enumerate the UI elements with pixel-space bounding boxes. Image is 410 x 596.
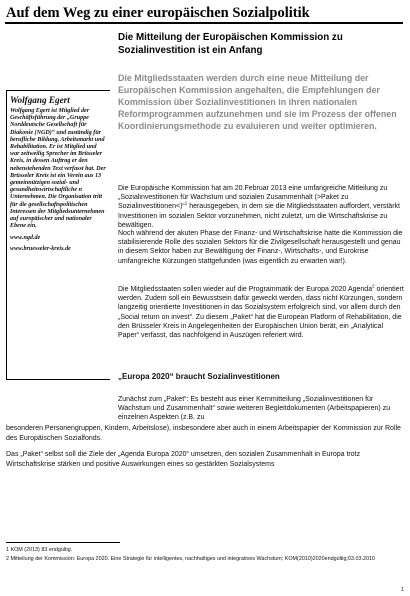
footnote-divider (6, 542, 120, 543)
ngd-link[interactable]: www.ngd.de (10, 235, 41, 242)
paragraph-1-text-a: Die Europäische Kommission hat am 20.Februar 2013 eine umfangreiche Mitteilung zu „Sozialinvestitionen für Wachstum und sozialen Zusammenhalt (>Paket zu Sozialinvestitionen<)“ (118, 185, 388, 211)
author-bio: Wolfgang Egert ist Mitglied der Geschäftsführung der „Gruppe Norddeutsche Gesellschaft für Diakonie (NGD)“ und zuständig für berufliche Bildung, Arbeitsmarkt und Rehabilitation. Er ist Mitglied und war zeitweilig Sprecher im Brüsseler Kreis, in dessen Auftrag er den nebenstehenden Text verfasst hat. Der Brüsseler Kreis ist ein Verein aus 13 gemeinnützigen sozial- und gesundheitswirtschaftliche n Unternehmen. Die Organisation tritt für die gesellschaftspolitischen Interessen der Mitgliedsunternehmen auf europäischer und nationaler Ebene ein. (10, 108, 106, 230)
paragraph-4-continued: besonderen Personengruppen, Kindern, Arbeitslose), insbesondere aber auch in einem Arbeitspapier der Kommission zur Rolle des Europäischen Sozialfonds. (6, 425, 401, 442)
paragraph-3-text-a: Die Mitgliedsstaaten sollen wieder auf die Programmatik der Europa 2020 Agenda (118, 286, 373, 293)
article-title: Die Mitteilung der Europäischen Kommission zu Sozialinvestition ist ein Anfang (118, 32, 343, 56)
paragraph-3 (118, 285, 404, 340)
section-heading: „Europa 2020“ braucht Sozialinvestitionen (118, 372, 280, 381)
page-title: Auf dem Weg zu einer europäischen Sozialpolitik (6, 5, 310, 21)
footnote-ref-2[interactable]: 2 (372, 283, 375, 289)
paragraph-5: Das „Paket“ selbst soll die Ziele der „Agenda Europa 2020“ umsetzen, den sozialen Zusammenhalt in Europa trotz Wirtschaftskrise stärken und positive Auswirkungen eines so gestärkten Sozialsystems (6, 451, 361, 468)
bruesseler-kreis-link[interactable]: www.bruesseler-kreis.de (10, 246, 71, 253)
page-number: 1 (400, 587, 404, 593)
footnote-1: 1 KOM (2013) 83 endgültig. (6, 547, 73, 553)
paragraph-2: Noch während der akuten Phase der Finanz- und Wirtschaftskrise hatte die Kommission die stabilisierende Rolle des sozialen Sektors für die Zivilgesellschaft herausgestellt und genau in diesem Sektor haben zur Bewältigung der Finanz-, Wirtschafts-, und Eurokrise umfangreiche Kürzungen stattgefunden (was eigentlich zu erwarten war!). (118, 230, 403, 265)
paragraph-1-text-b: herausgegeben, in dem sie die Mitgliedsstaaten auffordert, verstärkt Investitionen im sozialen Sektor vorzunehmen, nicht zuletzt, um die Wirtschaftskrise zu bewältigen. (118, 203, 400, 229)
title-divider (5, 22, 403, 24)
paragraph-4-start: Zunächst zum „Paket“: Es besteht aus einer Kernmitteilung „Sozialinvestitionen für Wachstum und Zusammenhalt“ sowie weiteren Begleitdokumenten (Arbeitspapieren) zu einzelnen Aspekten (z.B. zu (118, 396, 391, 422)
paragraph-1 (118, 184, 404, 230)
footnote-ref-1[interactable]: 1 (184, 201, 188, 207)
author-name: Wolfgang Egert (10, 95, 70, 105)
author-sidebar (6, 90, 110, 380)
paragraph-3-text-b: orientiert werden. Zudem soll ein Bewusstsein dafür geweckt werden, dass nicht Kürzungen, sondern langzeitig orientierte Investitionen in das Sozialsystem erfolgreich sind, vor allem durch den „Social return on invest“. Zu diesem „Paket“ hat die European Platform of Rehabilitation, die den Brüsseler Kreis in Angelegenheiten der Europäischen Union berät, ein „Analytical Paper“ verfasst, das nachfolgend in Auszügen referiert wird. (118, 286, 404, 340)
footnote-2: 2 Mitteilung der Kommission: Europa 2020. Eine Strategie für intelligentes, nachhaltiges und integratives Wachstum; KOM(2010)2020endgültig;03.03.2010 (6, 556, 375, 562)
lead-paragraph: Die Mitgliedsstaaten werden durch eine neue Mitteilung der Europäischen Kommission angehalten, die Empfehlungen der Kommission über Sozialinvestitionen in ihren nationalen Reformprogrammen aufzunehmen und sie im Prozess der offenen Koordinierungsmethode zu evaluieren und weiter optimieren. (118, 73, 397, 131)
